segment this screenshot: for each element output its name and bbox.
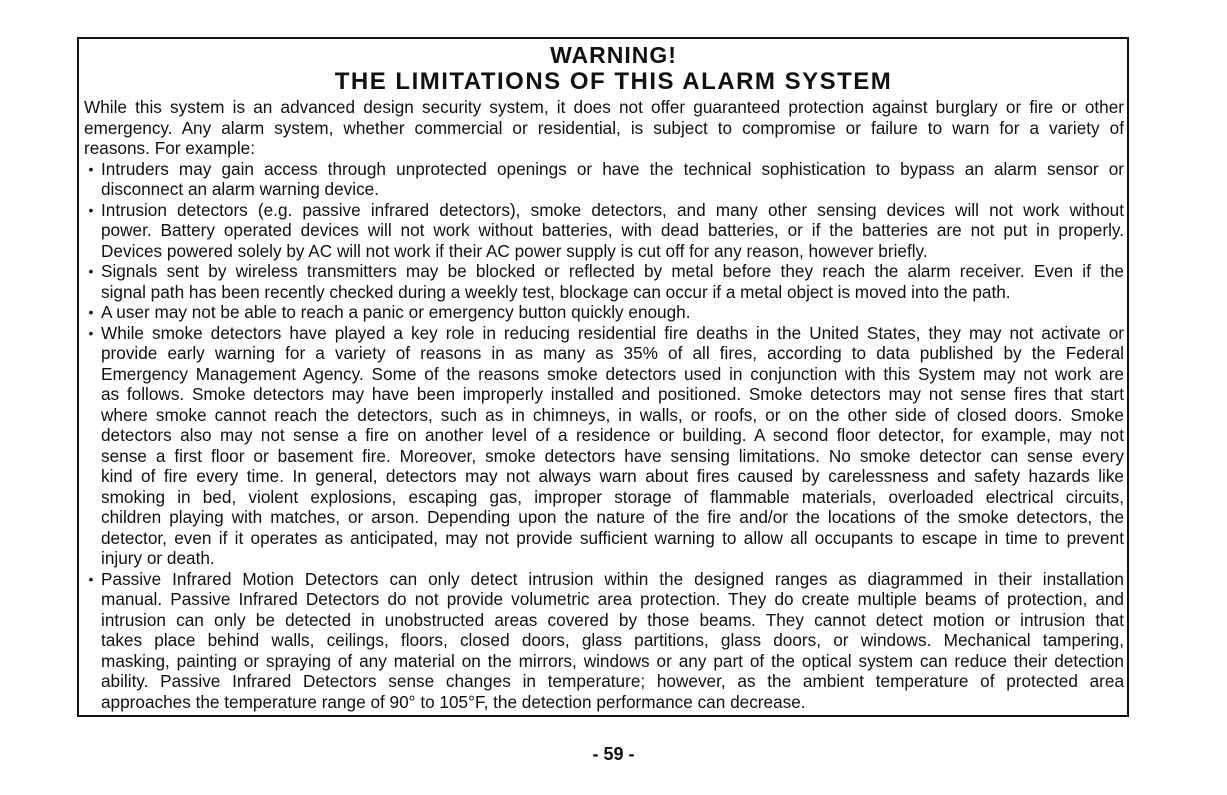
warning-heading: WARNING!: [550, 42, 677, 68]
bullet-text-line: provide early warning for a variety of reasons in as many as 35% of all fires, according to data published by the Federal: [101, 343, 1124, 363]
bullet-text-line: Devices powered solely by AC will not work if their AC power supply is cut off for any reason, however briefly.: [101, 240, 928, 261]
bullet-text-line: Signals sent by wireless transmitters may be blocked or reflected by metal before they reach the alarm receiver. Even if the: [101, 261, 1124, 281]
bullet-text-line: children playing with matches, or arson. Depending upon the nature of the fire and/or the locations of the smoke detectors, the: [101, 507, 1124, 527]
bullet-text-line: detector, even if it operates as anticipated, may not provide sufficient warning to allow all occupants to escape in time to prevent: [101, 527, 1124, 548]
bullet-text-line: where smoke cannot reach the detectors, such as in chimneys, in walls, or roofs, or on the other side of closed doors. Smoke: [101, 404, 1124, 425]
bullet-text-line: injury or death.: [101, 548, 215, 568]
bullet-text-line: sense a first floor or basement fire. Moreover, smoke detectors have sensing limitations. No smoke detector can sense every: [101, 445, 1124, 466]
bullet-text-line: power. Battery operated devices will not work without batteries, with dead batteries, or if the batteries are not put in properly.: [101, 220, 1124, 240]
bullet-text-line: approaches the temperature range of 90° to 105°F, the detection performance can decrease.: [101, 691, 806, 712]
bullet-point: •: [88, 304, 94, 320]
bullet-text-line: Intrusion detectors (e.g. passive infrared detectors), smoke detectors, and many other sensing devices will not work without: [101, 199, 1124, 220]
intro-line: emergency. Any alarm system, whether commercial or residential, is subject to compromise or failure to warn for a variety of: [84, 117, 1124, 138]
bullet-point: •: [88, 201, 94, 218]
bullet-text-line: takes place behind walls, ceilings, floors, closed doors, glass partitions, glass doors, or windows. Mechanical tampering,: [101, 630, 1124, 650]
bullet-point: •: [88, 570, 94, 587]
bullet-text-line: kind of fire every time. In general, detectors may not always warn about fires caused by carelessness and safety hazards like: [101, 466, 1124, 486]
bullet-text-line: detectors also may not sense a fire on another level of a residence or building. A second floor detector, for example, may not: [101, 425, 1124, 445]
intro-line: While this system is an advanced design security system, it does not offer guaranteed protection against burglary or fire or other: [84, 97, 1124, 117]
bullet-text-line: A user may not be able to reach a panic or emergency button quickly enough.: [101, 302, 691, 322]
limitations-title: THE LIMITATIONS OF THIS ALARM SYSTEM: [334, 68, 893, 95]
bullet-point: •: [88, 160, 94, 177]
bullet-text-line: disconnect an alarm warning device.: [101, 179, 380, 199]
bullet-point: •: [88, 324, 94, 341]
bullet-text-line: masking, painting or spraying of any material on the mirrors, windows or any part of the optical system can reduce their detection: [101, 650, 1124, 671]
bullet-point: •: [88, 263, 94, 279]
bullet-text-line: intrusion can only be detected in unobstructed areas covered by those beams. They cannot detect motion or intrusion that: [101, 609, 1124, 630]
bullet-text-line: Passive Infrared Motion Detectors can only detect intrusion within the designed ranges as diagrammed in their installation: [101, 568, 1124, 589]
bullet-text-line: as follows. Smoke detectors may have been improperly installed and positioned. Smoke detectors may not sense fires that start: [101, 384, 1124, 404]
bullet-text-line: Emergency Management Agency. Some of the reasons smoke detectors used in conjunction with this System may not work are: [101, 363, 1124, 384]
bullet-text-line: smoking in bed, violent explosions, escaping gas, improper storage of flammable materials, overloaded electrical circuits,: [101, 486, 1124, 507]
bullet-text-line: signal path has been recently checked during a weekly test, blockage can occur if a metal object is moved into the path.: [101, 281, 1011, 302]
bullet-text-line: Intruders may gain access through unprotected openings or have the technical sophistication to bypass an alarm sensor or: [101, 158, 1124, 179]
page-number: - 59 -: [592, 744, 635, 764]
bullet-text-line: ability. Passive Infrared Detectors sense changes in temperature; however, as the ambient temperature of protected area: [101, 671, 1124, 691]
bullet-text-line: While smoke detectors have played a key role in reducing residential fire deaths in the United States, they may not activate or: [101, 322, 1124, 343]
bullet-text-line: manual. Passive Infrared Detectors do not provide volumetric area protection. They do create multiple beams of protection, and: [101, 589, 1124, 609]
intro-line: reasons. For example:: [84, 138, 255, 158]
